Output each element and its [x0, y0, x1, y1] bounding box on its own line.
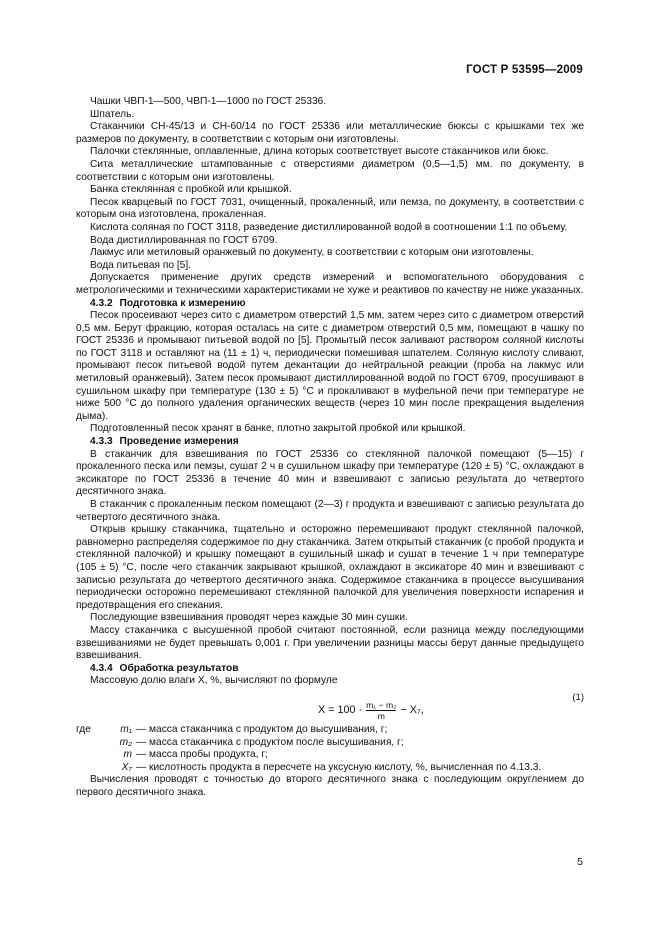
paragraph: Палочки стеклянные, оплавленные, длина которых соответствует высоте стаканчиков или бюкс. — [90, 146, 549, 158]
definition-item — [76, 749, 584, 762]
paragraph: Открыв крышку стаканчика, тщательно и осторожно перемешивают продукт стеклянной палочкой, равномерно распределяя содержимое по дну стаканчика. Затем открытый стаканчик (с пробой продукта и стеклянной палочкой) и крышку помещают в сушильный шкаф и сушат в течение 1 ч при температуре (105 ± 5) °С, после чего стаканчик закрывают крышкой, охлаждают в эксикаторе 40 мин и взвешивают с записью результата до четвертого десятичного знака. Содержимое стаканчика в процессе высушивания периодически осторожно перемешивают стеклянной палочкой для увеличения поверхности испарения и предотвращения его спекания. — [76, 524, 584, 611]
section-title: Обработка результатов — [119, 662, 239, 674]
definition-text: — кислотность продукта в пересчете на уксусную кислоту, %, вычисленная по 4.13.3. — [136, 761, 542, 773]
formula-denominator: m — [377, 710, 385, 721]
section-number: 4.3.3 — [90, 436, 113, 448]
paragraph: Кислота соляная по ГОСТ 3118, разведение дистиллированной водой в соотношении 1:1 по объему. — [90, 221, 568, 233]
definition-symbol: m₁ — [120, 723, 132, 735]
paragraph: Сита металлические штампованные с отверстиями диаметром (0,5—1,5) мм. по документу, в соответствии с которым они изготовлены. — [76, 158, 584, 183]
section-number: 4.3.2 — [90, 297, 113, 309]
definition-text: — масса стаканчика с продуктом до высушивания, г; — [136, 723, 388, 735]
formula-fraction — [366, 700, 396, 721]
paragraph: Банка стеклянная с пробкой или крышкой. — [90, 184, 292, 196]
paragraph: В стаканчик для взвешивания по ГОСТ 25336 со стеклянной палочкой помещают (5—15) г прокаленного песка или пемзы, сушат 2 ч в сушильном шкафу при температуре (120 ± 5) °С, охлаждают в эксикаторе по ГОСТ 25336 в течение 40 мин и взвешивают с записью результата до четвертого десятичного знака. — [76, 448, 584, 498]
paragraph: Чашки ЧВП-1—500, ЧВП-1—1000 по ГОСТ 25336. — [90, 96, 327, 107]
paragraph: Вода дистиллированная по ГОСТ 6709. — [90, 234, 278, 246]
paragraph: Лакмус или метиловый оранжевый по документу, в соответствии с которым они изготовлены. — [90, 247, 534, 259]
definitions-list — [76, 724, 584, 774]
definition-text: — масса стаканчика с продуктом после высушивания, г; — [136, 736, 404, 748]
document-body — [76, 96, 584, 799]
paragraph: Последующие взвешивания проводят через каждые 30 мин сушки. — [90, 612, 408, 624]
formula-block — [76, 692, 584, 722]
formula-numerator: m₁ − m₂ — [366, 699, 397, 710]
paragraph: Допускается применение других средств измерений и вспомогательного оборудования с метрологическими и техническими характеристиками не хуже и реактивов по качеству не ниже указанных. — [76, 272, 584, 296]
formula-lhs: X = 100 · — [318, 704, 363, 717]
definition-text: — масса пробы продукта, г; — [136, 749, 268, 761]
section-heading-4-3-2 — [76, 298, 584, 311]
definition-symbol: X₇ — [121, 761, 132, 773]
paragraph: В стаканчик с прокаленным песком помещают (2—3) г продукта и взвешивают с записью результата до четвертого десятичного знака. — [76, 499, 584, 523]
formula-rhs: − X₇, — [400, 704, 424, 717]
section-title: Проведение измерения — [119, 436, 239, 448]
paragraph: Стаканчики СН-45/13 и СН-60/14 по ГОСТ 25336 или металлические бюксы с крышками тех же размеров по документу, в соответствии с которым они изготовлены. — [76, 121, 584, 145]
paragraph: Вода питьевая по [5]. — [90, 259, 192, 271]
equation-number: (1) — [572, 691, 584, 703]
definition-symbol: m₂ — [119, 736, 132, 748]
page-number: 5 — [577, 856, 583, 868]
paragraph: Шпатель. — [90, 108, 135, 120]
paragraph: Подготовленный песок хранят в банке, плотно закрытой пробкой или крышкой. — [90, 423, 466, 435]
definition-item — [76, 762, 584, 775]
paragraph: Массу стаканчика с высушенной пробой считают постоянной, если разница между последующими взвешиваниями не будет превышать 0,001 г. При увеличении разницы массы берут данные предыдущего взвешивания. — [76, 624, 584, 662]
definition-symbol: m — [123, 749, 132, 761]
section-heading-4-3-4 — [76, 663, 584, 676]
closing-paragraph: Вычисления проводят с точностью до второго десятичного знака с последующим округлением до первого десятичного знака. — [76, 774, 584, 798]
definition-prefix: где — [76, 723, 91, 735]
paragraph: Песок кварцевый по ГОСТ 7031, очищенный, прокаленный, или пемза, по документу, в соответствии с которым она изготовлена, прокаленная. — [76, 196, 584, 221]
formula-expression — [318, 700, 424, 721]
document-header: ГОСТ Р 53595—2009 — [466, 64, 583, 76]
paragraph: Песок просеивают через сито с диаметром отверстий 1,5 мм, затем через сито с диаметром отверстий 0,5 мм. Берут фракцию, которая осталась на сите с диаметром отверстий 0,5 мм, помещают в чашку по ГОСТ 25336 и промывают питьевой водой по [5]. Промытый песок заливают раствором соляной кислоты по ГОСТ 3118 и оставляют на (11 ± 1) ч, периодически помешивая шпателем. Соляную кислоту сливают, промывают песок питьевой водой путем декантации до нейтральной реакции (проба на лакмус или метиловый оранжевый). Затем песок промывают дистиллированной водой по ГОСТ 6709, просушивают в сушильном шкафу при температуре (130 ± 5) °С и прокаливают в муфельной печи при температуре не ниже 500 °С до полного удаления органических веществ (через 10 мин после прекращения выделения дыма). — [76, 310, 584, 422]
section-title: Подготовка к измерению — [119, 297, 246, 309]
formula-intro: Массовую долю влаги X, %, вычисляют по формуле — [90, 675, 338, 687]
section-heading-4-3-3 — [76, 436, 584, 449]
definition-item — [76, 737, 584, 750]
section-number: 4.3.4 — [90, 662, 113, 674]
definition-item — [76, 724, 584, 737]
